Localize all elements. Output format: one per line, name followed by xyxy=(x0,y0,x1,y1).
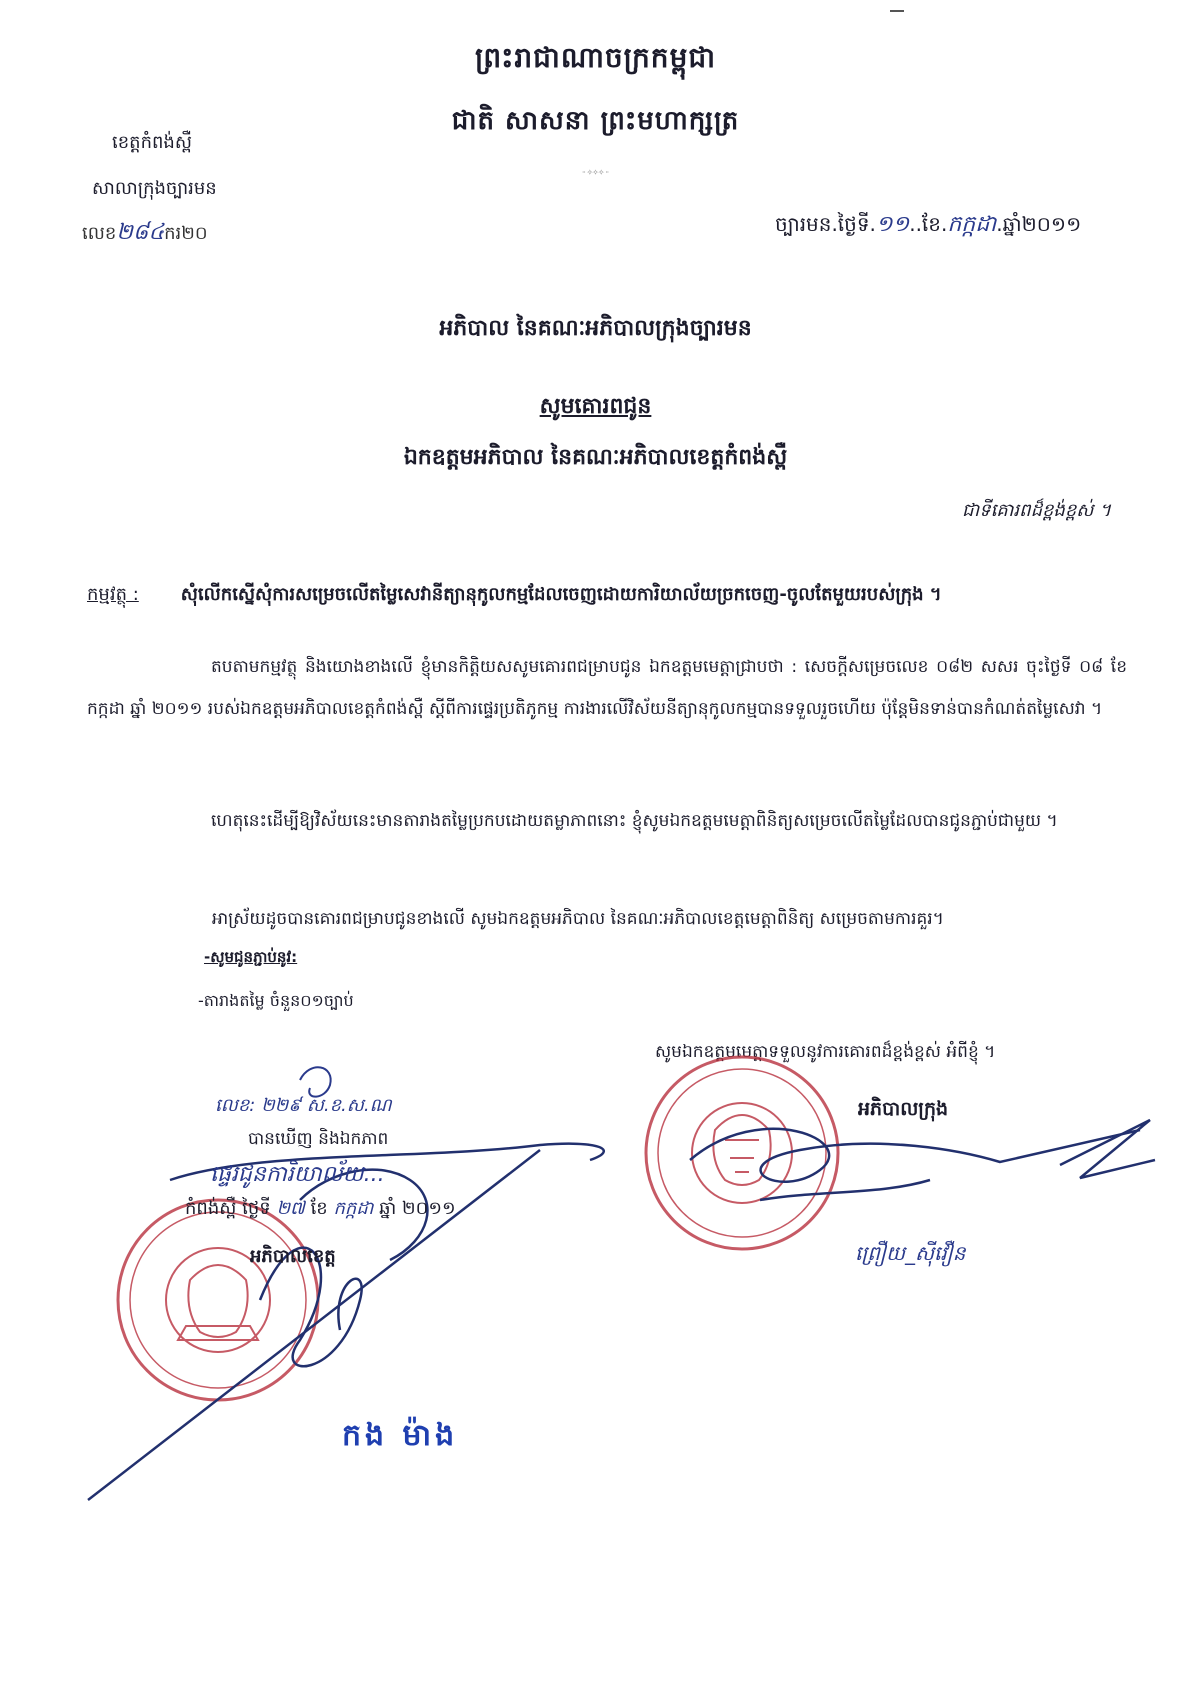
ref-suffix: ករ២០ xyxy=(164,223,208,244)
body-paragraph-2: ហេតុនេះដើម្បីឱ្យវិស័យនេះមានតារាងតម្លៃប្រកបដោយតម្លាភាពនោះ ខ្ញុំសូមឯកឧត្តមមេត្តាពិនិត្យសម្រេចលើតម្លៃដែលបានជូនភ្ជាប់ជាមួយ ។ xyxy=(211,811,1058,831)
province-governor-title: អភិបាលខេត្ត xyxy=(250,1246,336,1267)
sender-province: ខេត្តកំពង់ស្ពឺ xyxy=(112,132,192,153)
ref-handwritten: ២៨៤ xyxy=(116,220,165,245)
date-year: .ឆ្នាំ២០១១ xyxy=(996,212,1082,236)
honorific: ជាទីគោរពដ៏ខ្ពង់ខ្ពស់ ។ xyxy=(962,500,1111,521)
attachment-item: -តារាងតម្លៃ ចំនួន០១ច្បាប់ xyxy=(198,991,354,1010)
province-seal-stamp xyxy=(118,1200,318,1400)
kingdom-heading: ព្រះរាជាណាចក្រកម្ពុជា xyxy=(474,41,716,74)
subject-text: សុំលើកស្នើសុំការសម្រេចលើតម្លៃសេវានីត្យានុកូលកម្មដែលចេញដោយការិយាល័យច្រកចេញ-ចូលតែមួយរបស់ក្រុង ។ xyxy=(180,584,942,605)
prov-date-month-prefix: ខែ xyxy=(310,1198,328,1219)
respectfully-heading: សូមគោរពជូន xyxy=(539,394,652,419)
body-paragraph-3: អាស្រ័យដូចបានគោរពជម្រាបជូនខាងលើ សូមឯកឧត្តមអភិបាល នៃគណៈអភិបាលខេត្តមេត្តាពិនិត្យ សម្រេចតាមការគួរ។ xyxy=(212,909,944,929)
ref-prefix: លេខ xyxy=(82,223,117,244)
prov-date-month: កក្កដា xyxy=(333,1198,374,1219)
province-governor-name: កង ម៉ាង xyxy=(342,1418,459,1453)
recipient-title: ឯកឧត្តមអភិបាល នៃគណៈអភិបាលខេត្តកំពង់ស្ពឺ xyxy=(403,445,788,470)
attachment-label: -សូមជូនភ្ជាប់នូវ: xyxy=(204,948,298,966)
city-governor-title: អភិបាលក្រុង xyxy=(858,1098,949,1120)
national-motto: ជាតិ សាសនា ព្រះមហាក្សត្រ xyxy=(451,106,740,136)
prov-date-year: ឆ្នាំ ២០១១ xyxy=(379,1198,456,1219)
approval-note: លេខ: ២២៩ ស.ខ.ស.ណ xyxy=(215,1095,392,1116)
city-governor-name: ព្រឿយ_ស៊ីវឿន xyxy=(855,1241,966,1265)
sender-title: អភិបាល នៃគណៈអភិបាលក្រុងច្បារមន xyxy=(439,316,752,341)
ornament-divider: ·· ✧✧✧ ·· xyxy=(581,168,609,177)
sender-hall: សាលាក្រុងច្បារមន xyxy=(92,178,217,199)
prov-date-day: ២៧ xyxy=(276,1198,305,1219)
city-seal-stamp xyxy=(646,1057,838,1249)
prov-date-prefix: កំពង់ស្ពឺ ថ្ងៃទី xyxy=(185,1198,271,1219)
city-governor-signature xyxy=(690,1120,1155,1200)
province-approval-date xyxy=(185,1196,456,1223)
date-day: ១១ xyxy=(875,212,910,237)
date-month-prefix: ..ខែ. xyxy=(909,212,948,236)
date-prefix: ច្បារមន.ថ្ងៃទី. xyxy=(775,212,876,236)
subject-label: កម្មវត្ថុ : xyxy=(87,584,139,605)
date-month: កក្កដា xyxy=(947,212,997,237)
body-paragraph-1: តបតាមកម្មវត្ថុ និងយោងខាងលើ ខ្ញុំមានកិត្តិយសសូមគោរពជម្រាបជូន ឯកឧត្តមមេត្តាជ្រាបថា : សេចក្តីសម្រេចលេខ ០៨២ សសរ ចុះថ្ងៃទី ០៨ ខែកក្កដា ឆ្នាំ ២០១១ របស់ឯកឧត្តមអភិបាលខេត្តកំពង់ស្ពឺ ស្តីពីការផ្ទេរប្រតិភូកម្ម ការងារលើវិស័យនីត្យានុកូលកម្មបានទទួលរួចហើយ ប៉ុន្តែមិនទាន់បានកំណត់តម្លៃសេវា ។ xyxy=(87,657,1127,719)
closing-salutation: សូមឯកឧត្តមមេត្តាទទួលនូវការគោរពដ៏ខ្ពង់ខ្ពស់ អំពីខ្ញុំ ។ xyxy=(655,1042,996,1062)
approval-label: បានឃើញ និងឯកភាព xyxy=(248,1129,389,1149)
handwritten-instruction: ផ្ទេរជូនការិយាល័យ... xyxy=(210,1162,385,1187)
